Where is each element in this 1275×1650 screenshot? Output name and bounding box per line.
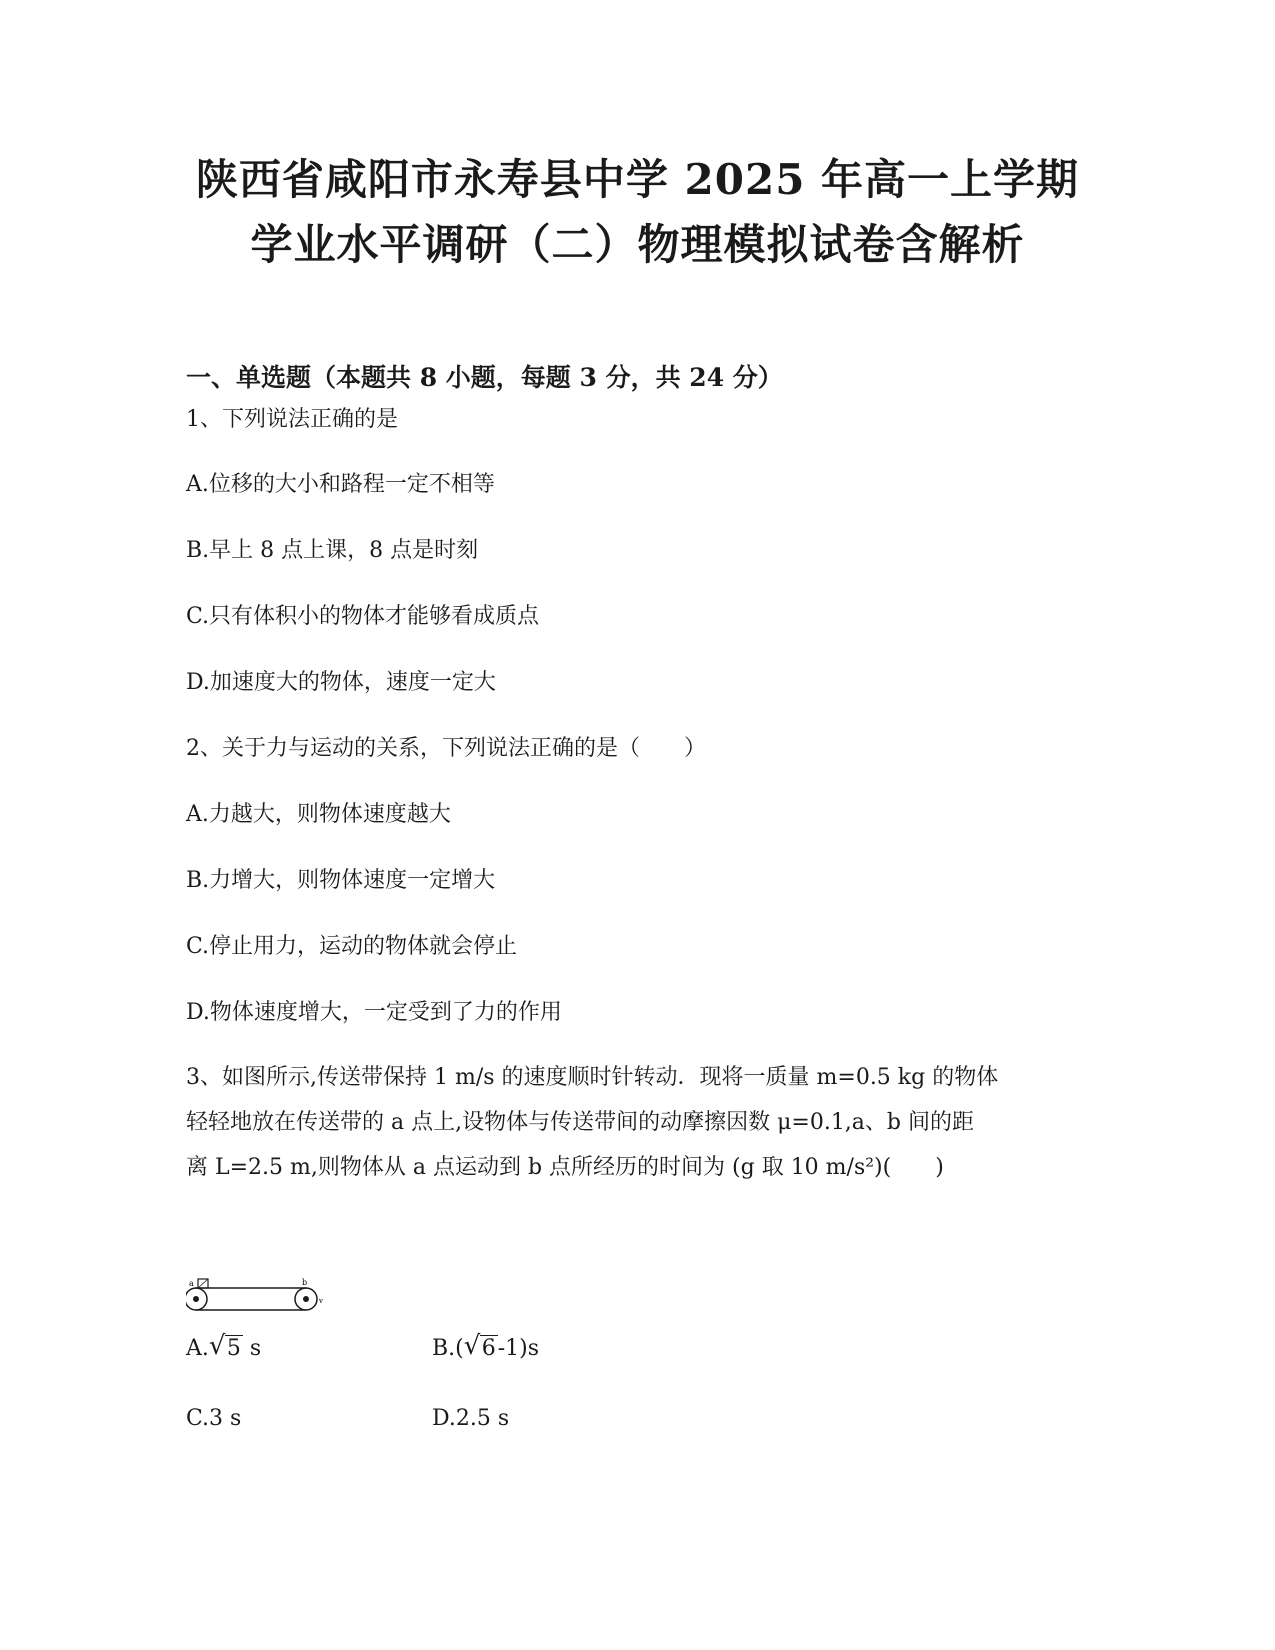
label-v: v (319, 1297, 323, 1305)
block-hatch (198, 1279, 208, 1288)
q2-stem: 2、关于力与运动的关系，下列说法正确的是（ ） (186, 736, 706, 761)
q3-option-a-prefix: A. (186, 1336, 209, 1361)
q3-option-b-radicand: 6 (481, 1336, 496, 1361)
q1-option-b: B.早上 8 点上课，8 点是时刻 (186, 538, 479, 563)
q3-option-c: C.3 s (186, 1406, 242, 1431)
q3-stem-line-1: 3、如图所示,传送带保持 1 m/s 的速度顺时针转动．现将一质量 m=0.5 kg 的物体 (186, 1065, 999, 1090)
q3-option-a-radicand: 5 (226, 1336, 241, 1361)
q3-option-a-unit: s (242, 1336, 262, 1361)
left-pulley-hub (193, 1296, 199, 1302)
q3-option-d: D.2.5 s (432, 1406, 510, 1431)
q1-option-a: A.位移的大小和路程一定不相等 (186, 472, 495, 497)
sqrt-icon: √ 5 (208, 1331, 241, 1361)
label-a: a (189, 1279, 194, 1288)
q2-option-b: B.力增大，则物体速度一定增大 (186, 868, 496, 893)
q3-option-b-prefix: B.( (432, 1336, 464, 1361)
label-b: b (302, 1278, 308, 1287)
document-title-line-2: 学业水平调研（二）物理模拟试卷含解析 (250, 220, 1025, 269)
q3-stem-line-2: 轻轻地放在传送带的 a 点上,设物体与传送带间的动摩擦因数 μ=0.1,a、b 间的距 (186, 1110, 974, 1135)
section-heading: 一、单选题（本题共 8 小题，每题 3 分，共 24 分） (186, 363, 783, 392)
q2-option-a: A.力越大，则物体速度越大 (186, 802, 451, 827)
q3-stem-line-3: 离 L=2.5 m,则物体从 a 点运动到 b 点所经历的时间为 (g 取 10 m/s²)( ) (186, 1155, 944, 1180)
document-title-line-1: 陕西省咸阳市永寿县中学 2025 年高一上学期 (195, 155, 1080, 204)
conveyor-belt-figure (186, 1278, 326, 1314)
q3-stem (186, 1055, 1086, 1190)
sqrt-icon: √ 6 (463, 1331, 496, 1361)
q1-stem: 1、下列说法正确的是 (186, 407, 398, 432)
q1-option-d: D.加速度大的物体，速度一定大 (186, 670, 496, 695)
right-pulley-hub (303, 1296, 309, 1302)
q2-option-c: C.停止用力，运动的物体就会停止 (186, 934, 518, 959)
q2-option-d: D.物体速度增大，一定受到了力的作用 (186, 1000, 562, 1025)
q3-option-b (432, 1332, 539, 1366)
q1-option-c: C.只有体积小的物体才能够看成质点 (186, 604, 540, 629)
q3-option-a (186, 1332, 261, 1366)
q3-option-b-rest: -1)s (497, 1336, 540, 1361)
